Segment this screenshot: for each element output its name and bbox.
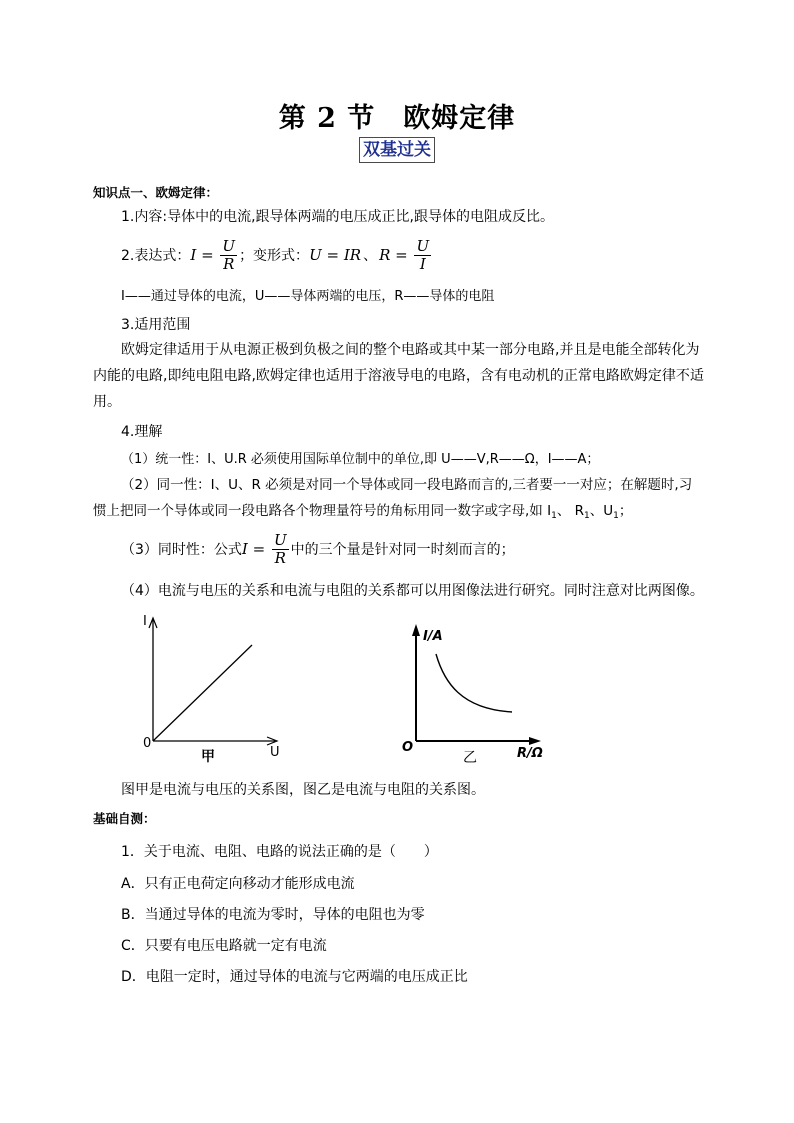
option-c: C．只要有电压电路就一定有电流	[121, 938, 327, 954]
option-d: D．电阻一定时，通过导体的电流与它两端的电压成正比	[121, 969, 468, 985]
formula-separator: ；变形式：	[239, 248, 310, 264]
fraction-u-over-i	[414, 238, 431, 273]
page-title: 第 2 节 欧姆定律	[278, 103, 516, 134]
knowledge-heading: 知识点一、欧姆定律：	[93, 185, 219, 200]
subtitle-container	[0, 137, 794, 163]
point-identity-text: （2）同一性：I、U、R 必须是对同一个导体或同一段电路而言的,三者要一一对应；在解题时,习惯上把同一个导体或同一段电路各个物理量符号的角标用同一数字或字母,如 I	[93, 477, 693, 519]
formula-eq: =	[247, 540, 270, 558]
point-unity: （1）统一性：I、U.R 必须使用国际单位制中的单位,即 U——V,R——Ω，I——A；	[121, 452, 600, 467]
fraction-denominator: R	[274, 548, 286, 567]
x-axis-arrow	[529, 737, 541, 745]
formula-r: R	[379, 246, 391, 264]
formula-u: U	[309, 246, 322, 264]
formula-i: I	[190, 246, 197, 264]
formula-eq-1: =	[196, 246, 219, 264]
scope-paragraph	[93, 337, 705, 415]
graph-label: 甲	[201, 749, 215, 765]
point-identity-r: 、 R	[556, 503, 584, 519]
point-simultaneity	[121, 528, 515, 570]
section-subtitle: 双基过关	[359, 137, 435, 163]
point-identity	[93, 472, 705, 529]
graph-caption: 图甲是电流与电压的关系图，图乙是电流与电阻的关系图。	[121, 782, 485, 798]
y-axis-label: I	[143, 614, 147, 629]
graph-current-resistance	[365, 612, 555, 772]
formula-label: 2.表达式：	[121, 248, 191, 264]
x-axis-label: R/Ω	[517, 746, 543, 761]
point-graphs: （4）电流与电压的关系和电流与电阻的关系都可以用图像法进行研究。同时注意对比两图像。	[121, 583, 704, 599]
fraction-u-over-r	[220, 238, 237, 273]
point-simultaneity-b: 中的三个量是针对同一时刻而言的；	[290, 542, 515, 558]
proportional-line	[153, 645, 252, 741]
point-simultaneity-a: （3）同时性：公式	[121, 542, 242, 558]
scope-text: 欧姆定律适用于从电源正极到负极之间的整个电路或其中某一部分电路,并且是电能全部转化为内能的电路,即纯电阻电路,欧姆定律也适用于溶液导电的电路，含有电动机的正常电路欧姆定律不适用。	[93, 342, 704, 410]
y-axis-arrow	[412, 624, 420, 636]
x-axis-label: U	[270, 745, 280, 760]
option-b: B．当通过导体的电流为零时，导体的电阻也为零	[121, 907, 425, 923]
fraction-numerator: U	[416, 236, 430, 255]
formula-eq-2: =	[321, 246, 344, 264]
question-1: 1．关于电流、电阻、电路的说法正确的是（ ）	[121, 844, 438, 860]
fraction-numerator: U	[222, 236, 236, 255]
formula-ir: IR	[343, 246, 362, 264]
fraction-numerator: U	[273, 530, 287, 549]
graph-label: 乙	[463, 750, 477, 766]
subscript-1: 1	[551, 511, 557, 521]
origin-label: 0	[143, 736, 152, 751]
option-a: A．只有正电荷定向移动才能形成电流	[121, 876, 355, 892]
selftest-heading: 基础自测：	[93, 811, 156, 826]
point-identity-end: ；	[618, 503, 633, 519]
subscript-1: 1	[583, 511, 590, 521]
fraction-denominator: R	[223, 254, 235, 273]
origin-label: O	[402, 740, 414, 755]
scope-title: 3.适用范围	[121, 317, 191, 333]
inverse-curve	[436, 654, 512, 712]
y-axis-label: I/A	[423, 629, 443, 644]
formula-comma: 、	[363, 248, 378, 264]
understand-title: 4.理解	[121, 424, 163, 440]
formula-line	[121, 235, 433, 275]
formula-eq-3: =	[390, 246, 413, 264]
subscript-1: 1	[613, 511, 619, 521]
fraction-u-over-r	[272, 532, 289, 567]
symbol-legend: I——通过导体的电流，U——导体两端的电压，R——导体的电阻	[121, 289, 495, 304]
fraction-denominator: I	[419, 254, 426, 273]
formula-i: I	[241, 540, 248, 558]
content-definition: 1.内容:导体中的电流,跟导体两端的电压成正比,跟导体的电阻成反比。	[121, 209, 554, 225]
point-identity-u: 、U	[589, 503, 614, 519]
graph-current-voltage	[135, 608, 295, 768]
